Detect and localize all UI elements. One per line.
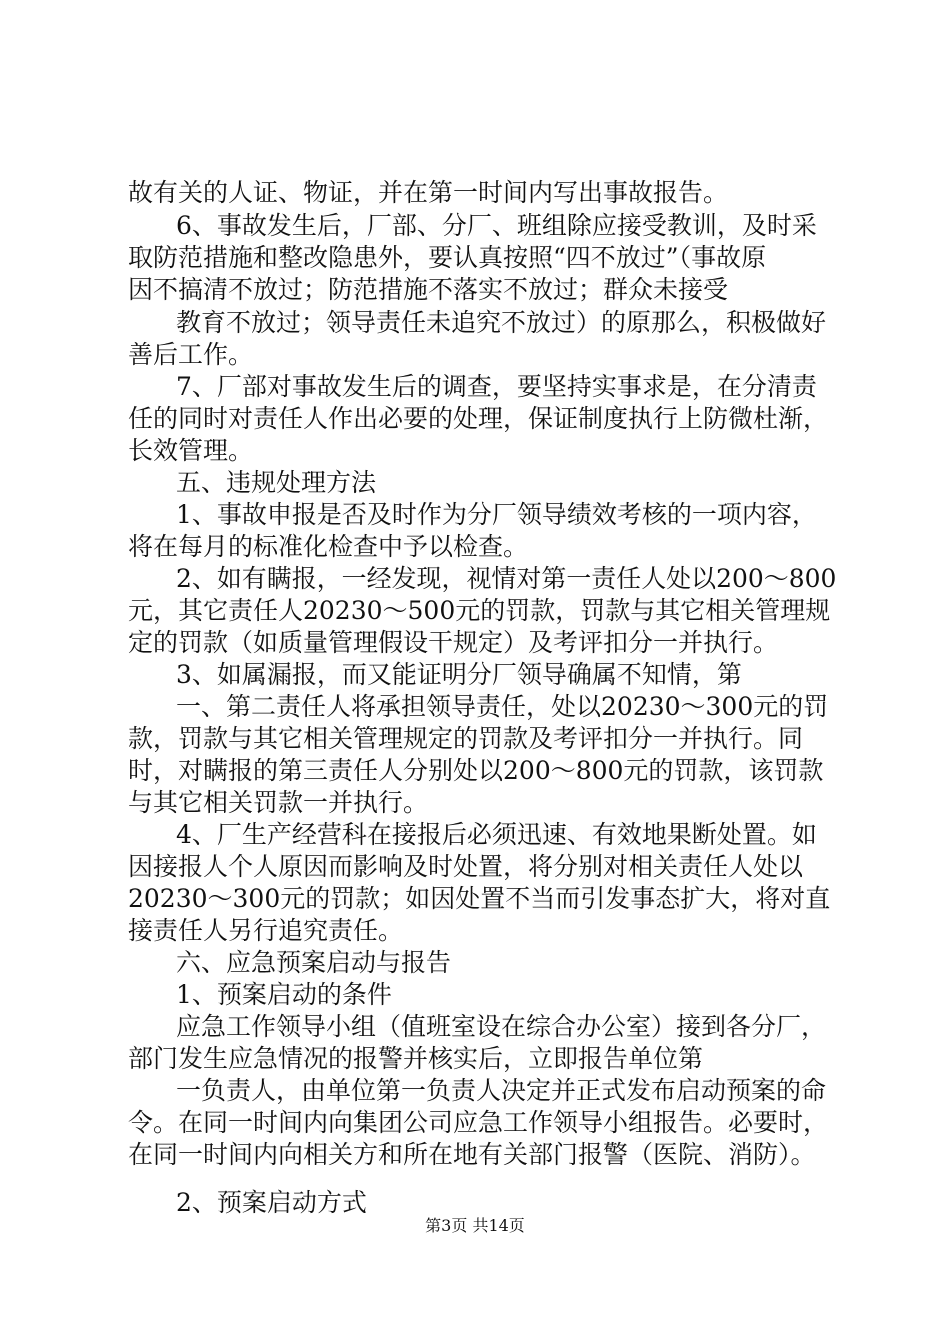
text-line-11: 1、事故申报是否及时作为分厂领导绩效考核的一项内容， — [176, 500, 817, 529]
text-line-2: 6、事故发生后，厂部、分厂、班组除应接受教训，及时采 — [176, 211, 817, 240]
page-number-footer: 第3页 共14页 — [425, 1216, 525, 1235]
text-line-20: 与其它相关罚款一并执行。 — [128, 788, 429, 817]
text-line-19: 时，对瞒报的第三责任人分别处以200～800元的罚款，该罚款 — [128, 756, 824, 785]
text-line-4: 因不搞清不放过；防范措施不落实不放过；群众未接受 — [128, 275, 729, 304]
text-line-8: 任的同时对责任人作出必要的处理，保证制度执行上防微杜渐， — [128, 404, 829, 433]
text-line-12: 将在每月的标准化检查中予以检查。 — [128, 532, 529, 561]
text-line-31: 在同一时间内向相关方和所在地有关部门报警（医院、消防）。 — [128, 1140, 816, 1169]
text-line-3: 取防范措施和整改隐患外，要认真按照“四不放过”（事故原 — [128, 243, 767, 272]
subheading-2: 2、预案启动方式 — [176, 1188, 367, 1217]
text-line-22: 因接报人个人原因而影响及时处置，将分别对相关责任人处以 — [128, 852, 804, 881]
text-line-9: 长效管理。 — [128, 436, 254, 465]
text-line-30: 令。在同一时间内向集团公司应急工作领导小组报告。必要时， — [128, 1108, 829, 1137]
text-line-18: 款，罚款与其它相关管理规定的罚款及考评扣分一并执行。同 — [128, 724, 804, 753]
text-line-27: 应急工作领导小组（值班室设在综合办公室）接到各分厂， — [176, 1012, 827, 1041]
text-line-16: 3、如属漏报，而又能证明分厂领导确属不知情，第 — [176, 660, 742, 689]
text-line-13: 2、如有瞒报，一经发现，视情对第一责任人处以200～800 — [176, 564, 837, 593]
section-heading-6: 六、应急预案启动与报告 — [176, 948, 452, 977]
text-line-7: 7、厂部对事故发生后的调查，要坚持实事求是，在分清责 — [176, 372, 817, 401]
text-line-15: 定的罚款（如质量管理假设干规定）及考评扣分一并执行。 — [128, 628, 779, 657]
text-line-6: 善后工作。 — [128, 340, 254, 369]
text-line-28: 部门发生应急情况的报警并核实后，立即报告单位第 — [128, 1044, 704, 1073]
text-line-1: 故有关的人证、物证，并在第一时间内写出事故报告。 — [128, 178, 729, 207]
section-heading-5: 五、违规处理方法 — [176, 468, 377, 497]
text-line-5: 教育不放过；领导责任未追究不放过）的原那么，积极做好 — [176, 308, 827, 337]
text-line-17: 一、第二责任人将承担领导责任，处以20230～300元的罚 — [176, 692, 829, 721]
subheading-1: 1、预案启动的条件 — [176, 980, 392, 1009]
text-line-14: 元，其它责任人20230～500元的罚款，罚款与其它相关管理规 — [128, 596, 831, 625]
text-line-23: 20230～300元的罚款；如因处置不当而引发事态扩大，将对直 — [128, 884, 831, 913]
text-line-21: 4、厂生产经营科在接报后必须迅速、有效地果断处置。如 — [176, 820, 817, 849]
text-line-29: 一负责人，由单位第一负责人决定并正式发布启动预案的命 — [176, 1076, 827, 1105]
text-line-24: 接责任人另行追究责任。 — [128, 916, 404, 945]
